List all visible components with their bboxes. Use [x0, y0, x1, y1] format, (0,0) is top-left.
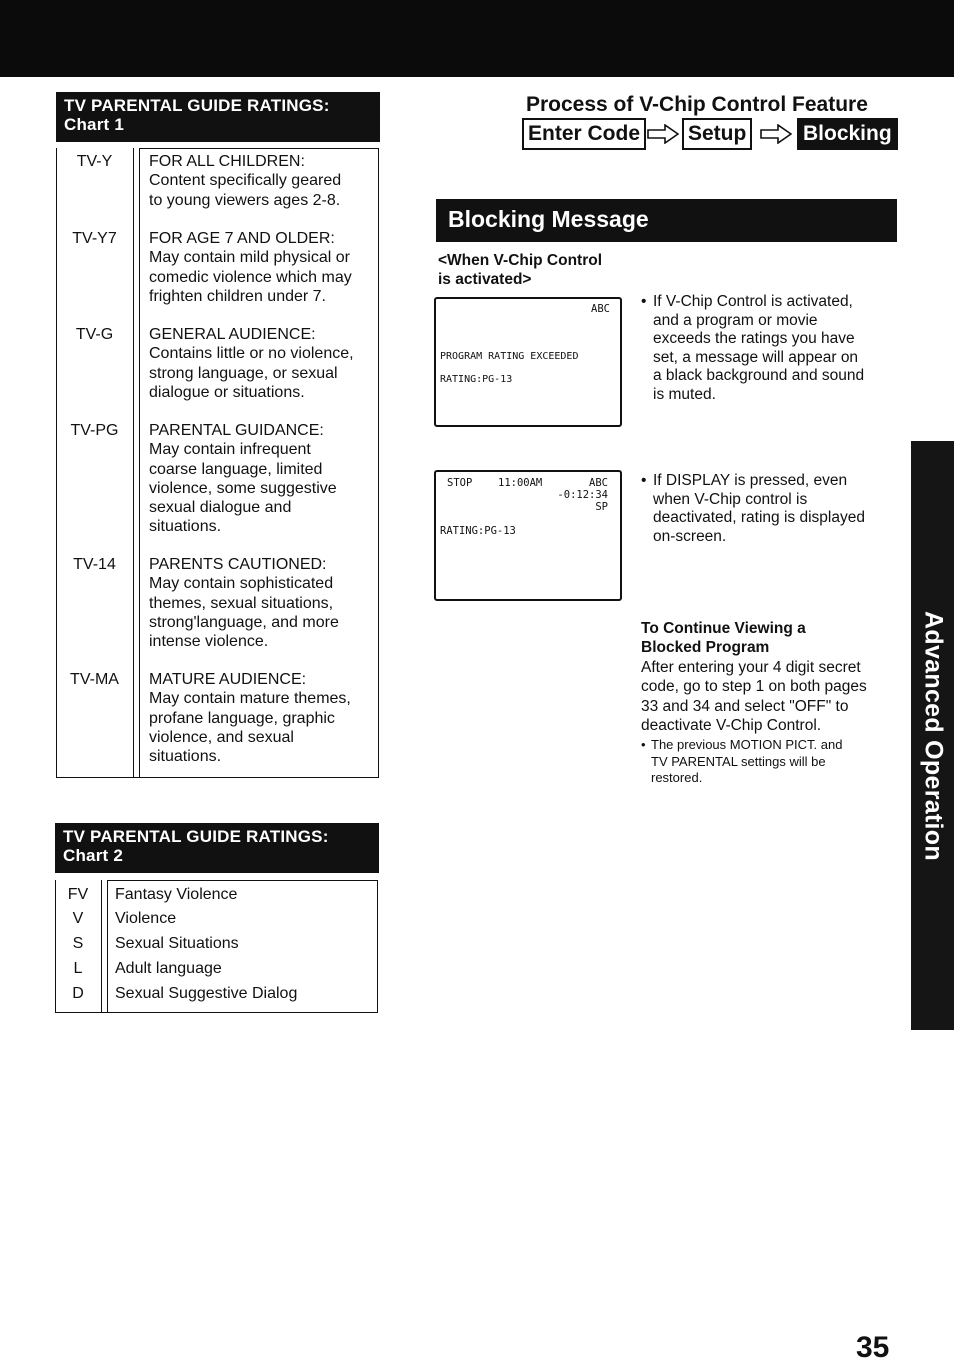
rating-code: TV-PG — [70, 422, 119, 439]
content-description: Adult language — [115, 960, 222, 977]
rating-code: TV-14 — [73, 556, 116, 573]
rating-description: PARENTS CAUTIONED: May contain sophisticated themes, sexual situations, strong'language, and more intense violence. — [149, 556, 339, 651]
side-tab-label: Advanced Operation — [919, 610, 947, 861]
top-banner — [0, 0, 954, 77]
rating-description: GENERAL AUDIENCE: Contains little or no violence, strong language, or sexual dialogue or situations. — [149, 326, 354, 401]
bullet-activated: • If V-Chip Control is activated, and a program or movie exceeds the ratings you have set, a message will appear on a black background and sound is muted. — [641, 293, 865, 403]
bullet-display: • If DISPLAY is pressed, even when V-Chip control is deactivated, rating is displayed on-screen. — [641, 472, 865, 545]
chart2-header-title: TV PARENTAL GUIDE RATINGS: — [63, 827, 329, 846]
rating-text: RATING:PG-13 — [440, 525, 516, 537]
section-side-tab — [911, 441, 954, 1030]
content-description: Violence — [115, 910, 177, 927]
continue-heading: To Continue Viewing a Blocked Program — [641, 620, 806, 656]
rating-description: PARENTAL GUIDANCE: May contain infrequent coarse language, limited violence, some suggestive sexual dialogue and situations. — [149, 422, 337, 536]
chart1-header-title: TV PARENTAL GUIDE RATINGS: — [64, 96, 330, 115]
step-enter-code: Enter Code — [522, 118, 646, 150]
status-text: STOP — [447, 477, 473, 489]
bullet-icon: • — [641, 293, 647, 310]
continue-note: • The previous MOTION PICT. and TV PARENTAL settings will be restored. — [641, 737, 843, 785]
content-description: Sexual Situations — [115, 935, 239, 952]
chart1-header — [56, 92, 380, 142]
step-setup: Setup — [682, 118, 752, 150]
process-title: Process of V-Chip Control Feature — [526, 93, 868, 116]
content-description: Fantasy Violence — [115, 886, 238, 903]
counter-text: -0:12:34 — [557, 489, 608, 501]
chart1-table — [56, 148, 379, 778]
chart1-header-subtitle: Chart 1 — [64, 115, 124, 134]
bullet-icon: • — [641, 737, 646, 752]
tv-screen-display — [434, 470, 622, 601]
content-code: FV — [67, 886, 89, 903]
section-heading: Blocking Message — [436, 199, 897, 242]
tv-screen-blocked — [434, 297, 622, 427]
time-text: 11:00AM — [498, 477, 543, 489]
rating-code: TV-G — [75, 326, 114, 343]
channel-label: ABC — [591, 303, 610, 315]
continue-body: After entering your 4 digit secret code, go to step 1 on both pages 33 and 34 and select "OFF" to deactivate V-Chip Control. — [641, 659, 867, 734]
arrow-right-icon — [760, 124, 792, 144]
chart2-table — [55, 880, 378, 1013]
rating-exceeded-text: PROGRAM RATING EXCEEDED — [440, 351, 579, 362]
condition-label: <When V-Chip Control is activated> — [438, 252, 603, 288]
chart2-header — [55, 823, 379, 873]
rating-description: FOR ALL CHILDREN: Content specifically geared to young viewers ages 2-8. — [149, 153, 342, 209]
rating-code: TV-Y — [76, 153, 113, 170]
rating-description: FOR AGE 7 AND OLDER: May contain mild physical or comedic violence which may frighten children under 7. — [149, 230, 352, 305]
content-code: S — [72, 935, 84, 952]
channel-label: ABC — [589, 477, 608, 489]
rating-text: RATING:PG-13 — [440, 374, 513, 385]
content-description: Sexual Suggestive Dialog — [115, 985, 298, 1002]
chart2-header-subtitle: Chart 2 — [63, 846, 123, 865]
arrow-right-icon — [647, 124, 679, 144]
rating-code: TV-Y7 — [72, 230, 117, 247]
speed-text: SP — [595, 501, 608, 513]
content-code: V — [72, 910, 84, 927]
bullet-icon: • — [641, 472, 647, 489]
page-number: 35 — [856, 1331, 890, 1364]
content-code: L — [73, 960, 83, 977]
content-code: D — [72, 985, 84, 1002]
rating-code: TV-MA — [70, 671, 119, 688]
rating-description: MATURE AUDIENCE: May contain mature themes, profane language, graphic violence, and sexual situations. — [149, 671, 351, 766]
step-blocking: Blocking — [797, 118, 898, 150]
